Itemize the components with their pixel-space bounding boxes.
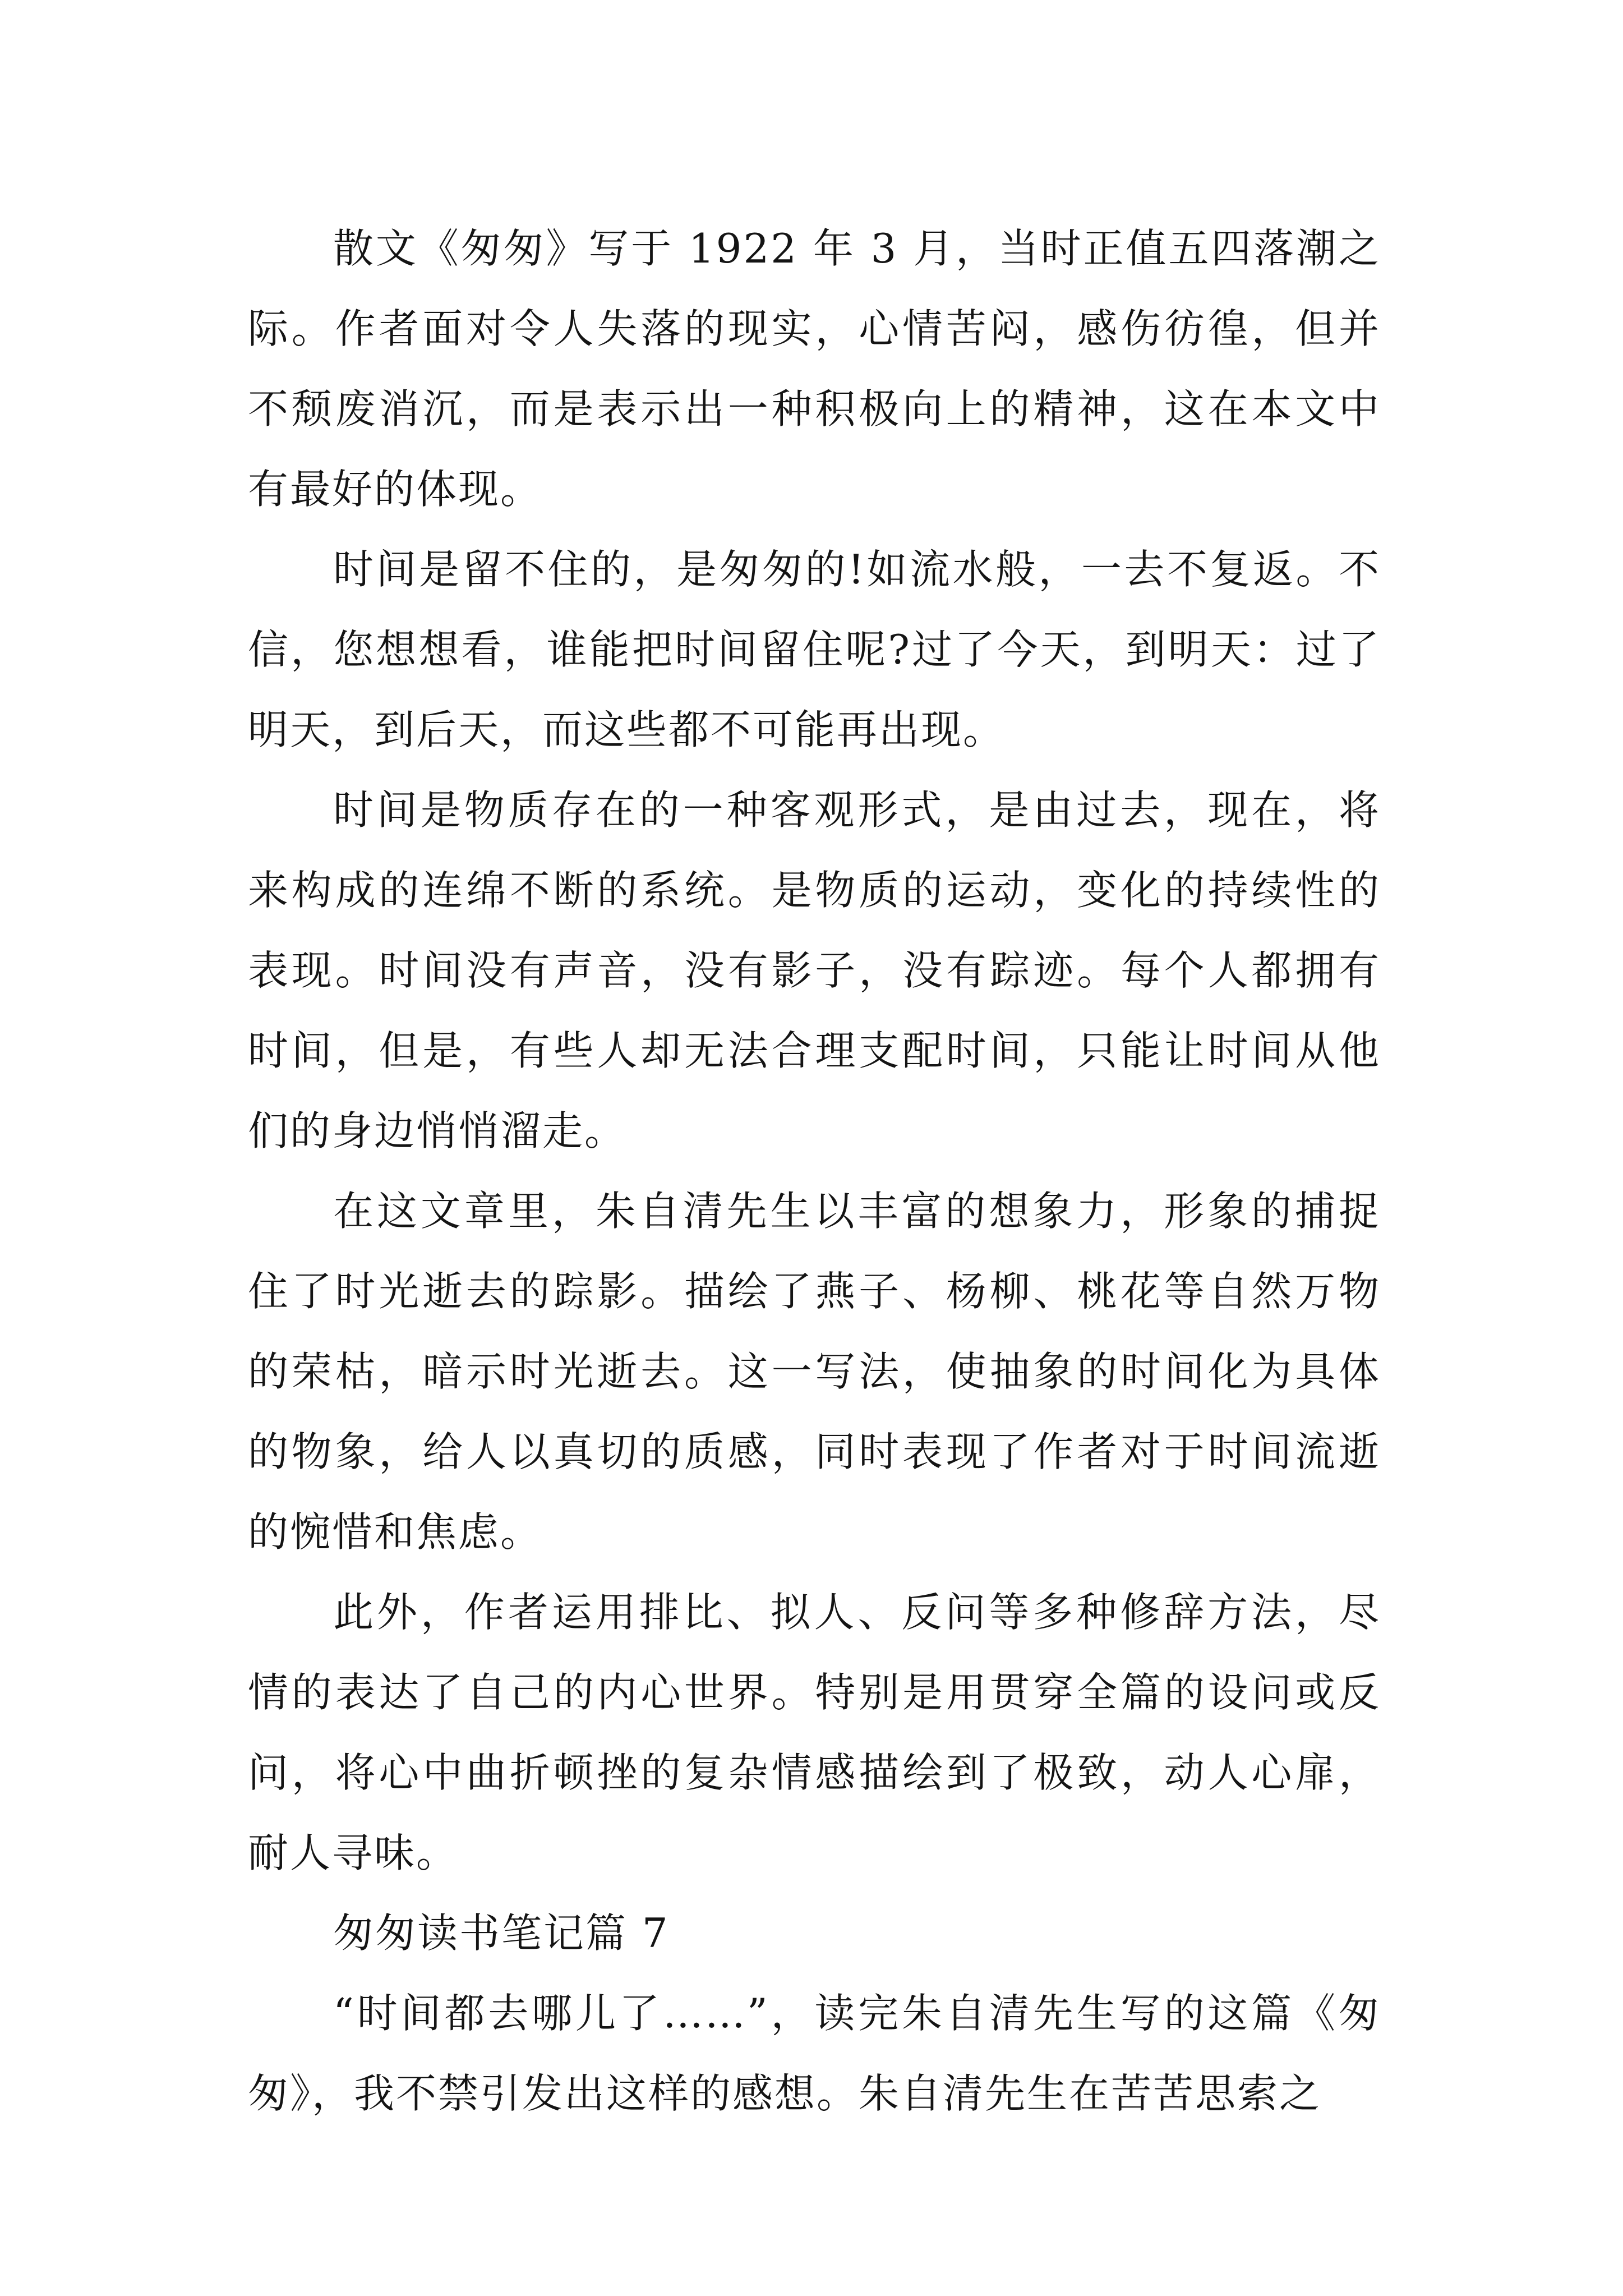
paragraph-1: 散文《匆匆》写于 1922 年 3 月，当时正值五四落潮之际。作者面对令人失落的现实，心情苦闷，感伤彷徨，但并不颓废消沉，而是表示出一种积极向上的精神，这在本文中有最好的体现。: [248, 225, 1381, 513]
paragraph-2: 时间是留不住的，是匆匆的!如流水般，一去不复返。不信，您想想看，谁能把时间留住呢?过了今天，到明天：过了明天，到后天，而这些都不可能再出现。: [248, 546, 1381, 753]
section-heading: 匆匆读书笔记篇 7: [333, 1910, 670, 1957]
paragraph-final: “时间都去哪儿了……”，读完朱自清先生写的这篇《匆匆》，我不禁引发出这样的感想。朱自清先生在苦苦思索之: [248, 1990, 1381, 2117]
document-body: [248, 209, 1381, 2134]
paragraph-5: 此外，作者运用排比、拟人、反问等多种修辞方法，尽情的表达了自己的内心世界。特别是用贯穿全篇的设问或反问，将心中曲折顿挫的复杂情感描绘到了极致，动人心扉，耐人寻味。: [248, 1589, 1381, 1876]
paragraph-4: 在这文章里，朱自清先生以丰富的想象力，形象的捕捉住了时光逝去的踪影。描绘了燕子、杨柳、桃花等自然万物的荣枯，暗示时光逝去。这一写法，使抽象的时间化为具体的物象，给人以真切的质感，同时表现了作者对于时间流逝的惋惜和焦虑。: [248, 1188, 1381, 1556]
paragraph-3: 时间是物质存在的一种客观形式，是由过去，现在，将来构成的连绵不断的系统。是物质的运动，变化的持续性的表现。时间没有声音，没有影子，没有踪迹。每个人都拥有时间，但是，有些人却无法合理支配时间，只能让时间从他们的身边悄悄溜走。: [248, 786, 1381, 1154]
